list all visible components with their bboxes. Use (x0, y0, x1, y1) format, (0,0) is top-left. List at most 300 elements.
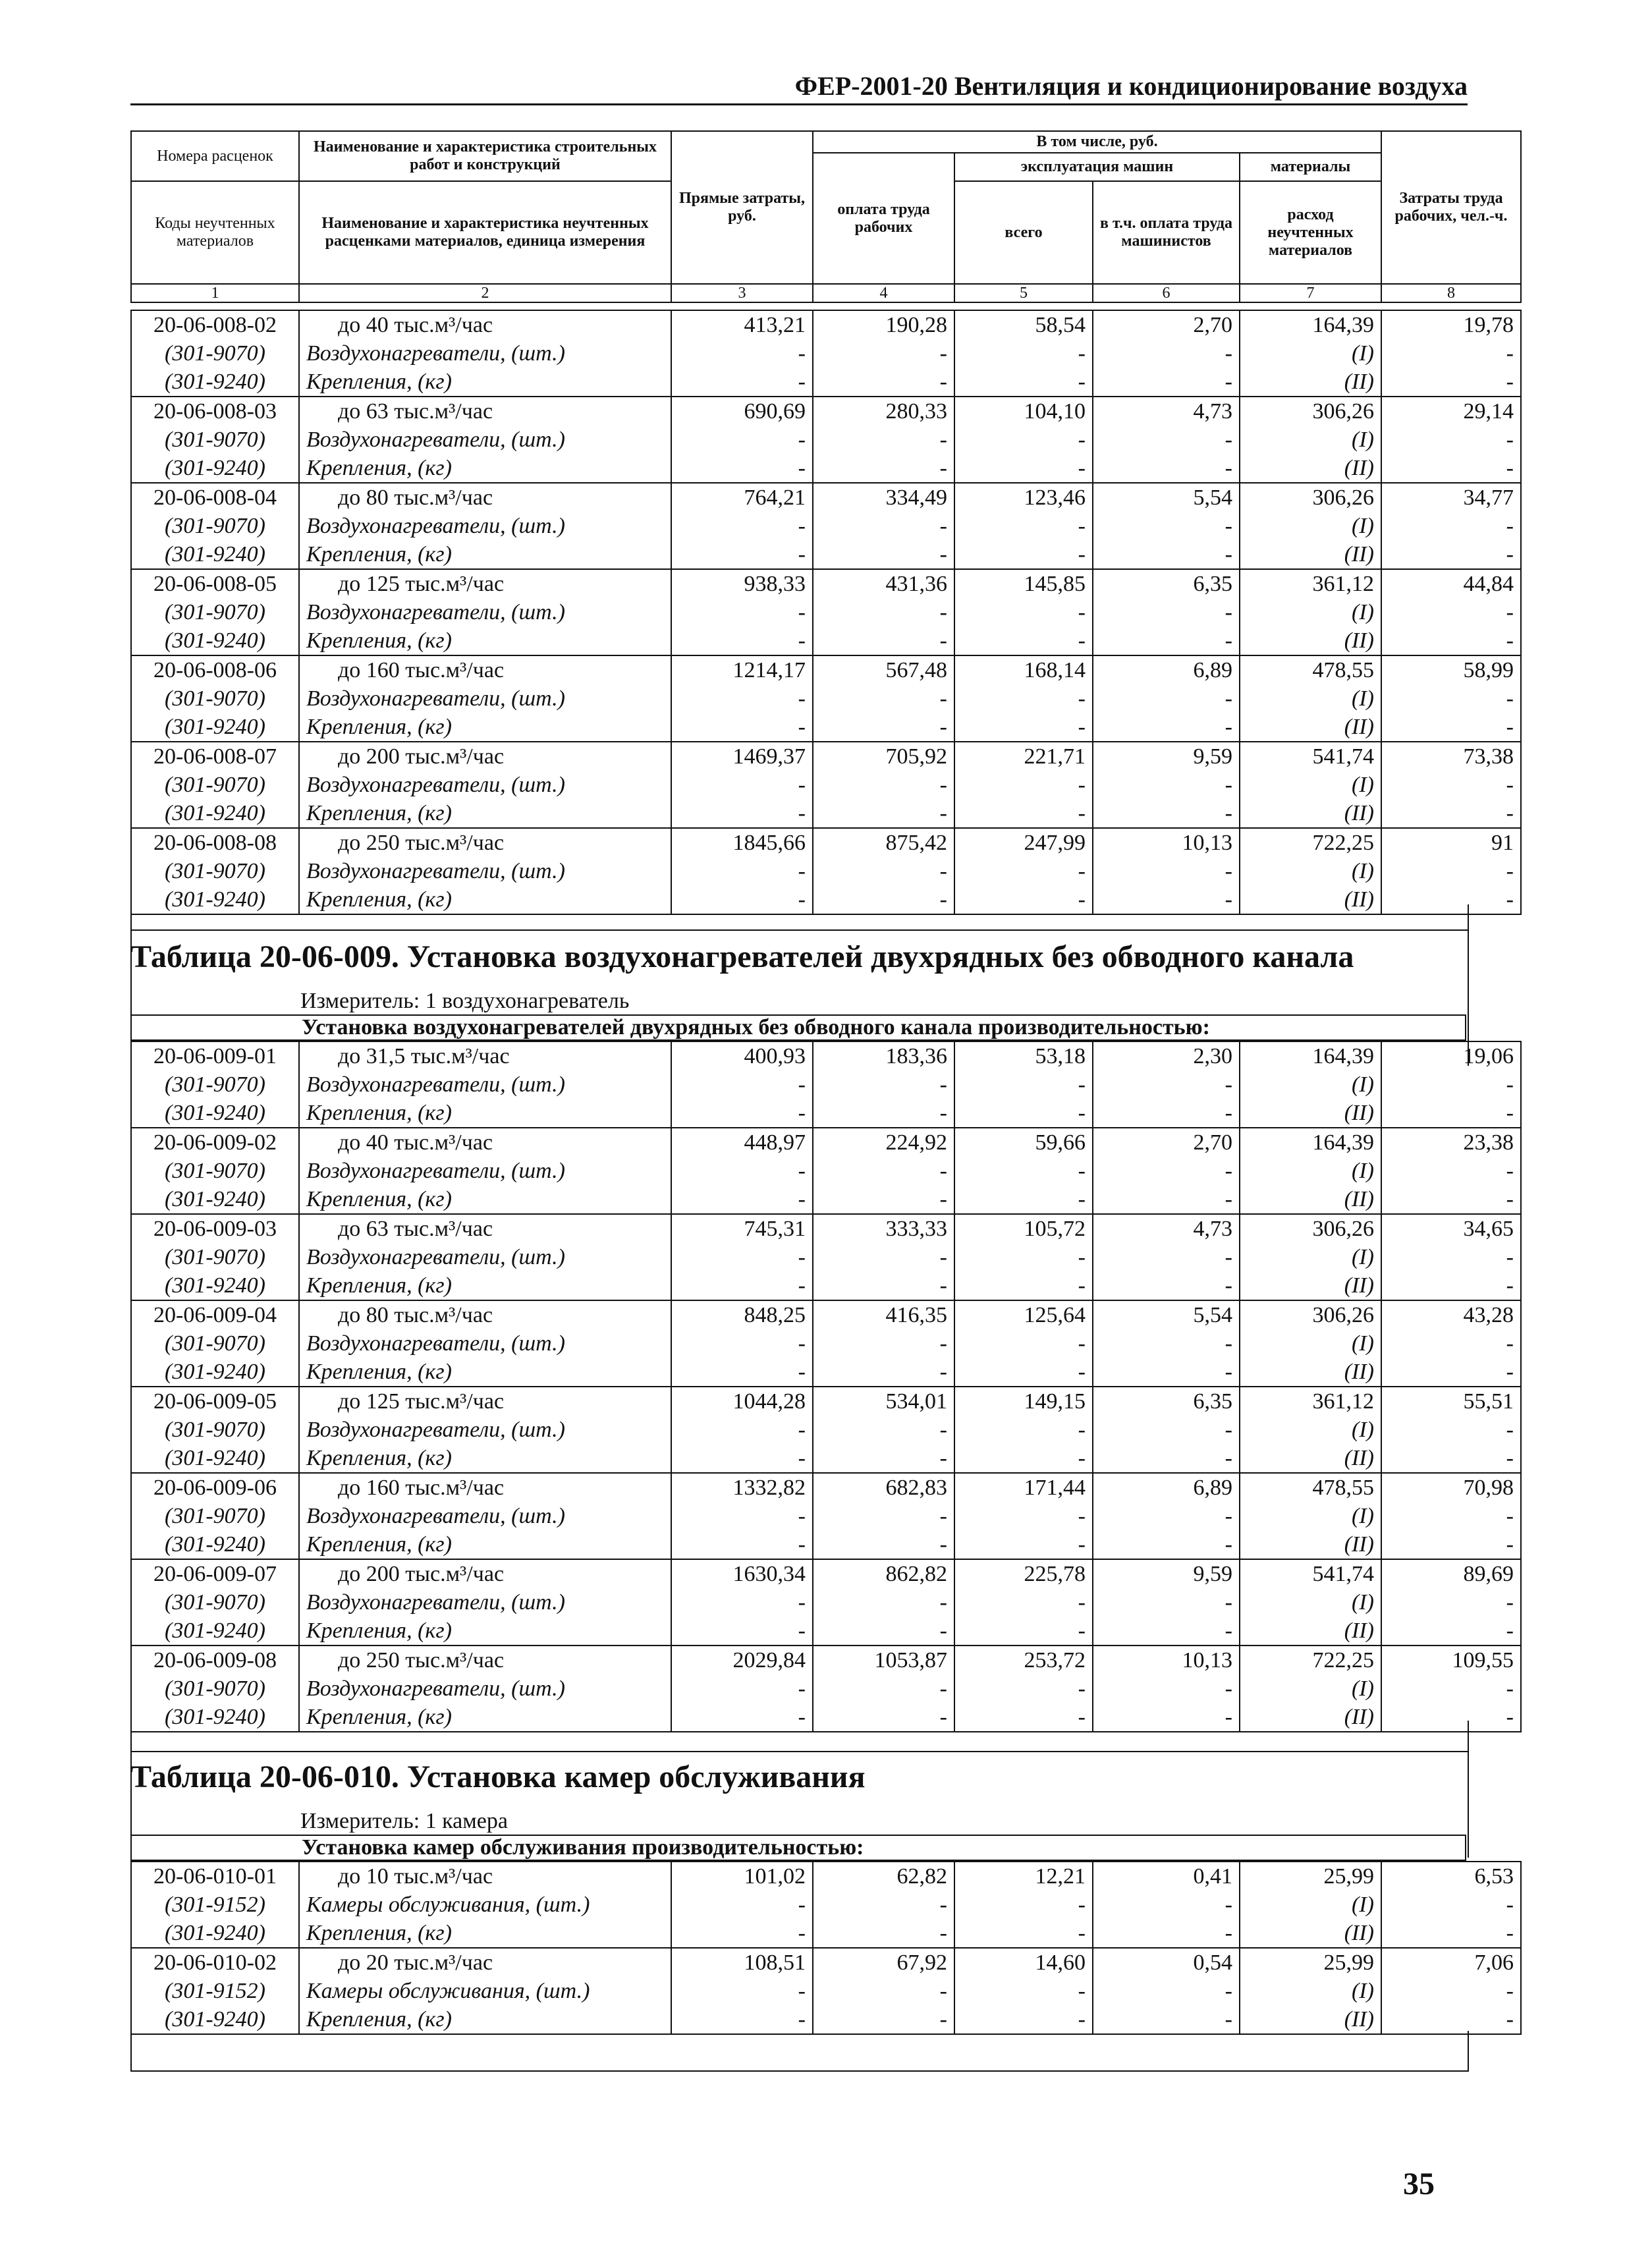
name-cell: до 10 тыс.м³/час (299, 1862, 671, 1891)
materials-cell: 25,99 (1240, 1948, 1381, 1977)
material-row (131, 1617, 1521, 1646)
wages-cell: - (813, 1358, 954, 1387)
code-cell: 20-06-010-01 (131, 1862, 299, 1891)
labor-cell: - (1381, 1530, 1521, 1559)
wages-cell: - (813, 512, 954, 540)
machinist-wages-cell: - (1093, 1243, 1240, 1271)
material-row (131, 1891, 1521, 1919)
materials-cell: 164,39 (1240, 310, 1381, 339)
rate-row (131, 1473, 1521, 1502)
machinist-wages-cell: 6,35 (1093, 569, 1240, 598)
name-cell: до 20 тыс.м³/час (299, 1948, 671, 1977)
header-incl: В том числе, руб. (813, 131, 1381, 153)
direct-cell: 745,31 (671, 1214, 813, 1243)
machines-cell: 145,85 (954, 569, 1093, 598)
rate-row (131, 1128, 1521, 1157)
machinist-wages-cell: 2,70 (1093, 310, 1240, 339)
materials-cell: (II) (1240, 1185, 1381, 1214)
direct-cell: - (671, 368, 813, 397)
machines-cell: 168,14 (954, 655, 1093, 684)
wages-cell: 62,82 (813, 1862, 954, 1891)
labor-cell: - (1381, 1444, 1521, 1473)
materials-cell: 25,99 (1240, 1862, 1381, 1891)
name-cell: Воздухонагреватели, (шт.) (299, 857, 671, 885)
machines-cell: - (954, 1891, 1093, 1919)
labor-cell: 70,98 (1381, 1473, 1521, 1502)
name-cell: Крепления, (кг) (299, 2005, 671, 2034)
code-cell: (301-9070) (131, 1416, 299, 1444)
machinist-wages-cell: - (1093, 339, 1240, 368)
labor-cell: - (1381, 454, 1521, 483)
name-cell: до 125 тыс.м³/час (299, 1387, 671, 1416)
labor-cell: 73,38 (1381, 742, 1521, 771)
machines-cell: - (954, 626, 1093, 655)
code-cell: (301-9070) (131, 857, 299, 885)
material-row (131, 2005, 1521, 2034)
labor-cell: - (1381, 1329, 1521, 1358)
machinist-wages-cell: - (1093, 540, 1240, 569)
machines-cell: - (954, 1617, 1093, 1646)
labor-cell: - (1381, 713, 1521, 742)
page-header (130, 69, 1468, 105)
labor-cell: 44,84 (1381, 569, 1521, 598)
material-row (131, 771, 1521, 799)
machines-cell: - (954, 339, 1093, 368)
wages-cell: - (813, 339, 954, 368)
code-cell: 20-06-009-08 (131, 1646, 299, 1674)
machinist-wages-cell: - (1093, 1617, 1240, 1646)
machines-cell: 104,10 (954, 397, 1093, 426)
name-cell: Крепления, (кг) (299, 1358, 671, 1387)
direct-cell: - (671, 799, 813, 828)
wages-cell: - (813, 2005, 954, 2034)
materials-cell: (II) (1240, 2005, 1381, 2034)
direct-cell: - (671, 454, 813, 483)
machines-cell: - (954, 512, 1093, 540)
machinist-wages-cell: - (1093, 684, 1240, 713)
machinist-wages-cell: 6,35 (1093, 1387, 1240, 1416)
code-cell: (301-9240) (131, 1703, 299, 1732)
rate-row (131, 1387, 1521, 1416)
header-num-2: 2 (299, 284, 671, 302)
machinist-wages-cell: - (1093, 626, 1240, 655)
code-cell: (301-9240) (131, 1444, 299, 1473)
machines-cell: - (954, 1977, 1093, 2005)
name-cell: Крепления, (кг) (299, 368, 671, 397)
direct-cell: 764,21 (671, 483, 813, 512)
header-machines-total: всего (954, 181, 1093, 284)
material-row (131, 1416, 1521, 1444)
direct-cell: - (671, 771, 813, 799)
machinist-wages-cell: - (1093, 598, 1240, 626)
header-machines-wages: в т.ч. оплата труда машинистов (1093, 181, 1240, 284)
wages-cell: - (813, 1588, 954, 1617)
machines-cell: 58,54 (954, 310, 1093, 339)
machinist-wages-cell: - (1093, 857, 1240, 885)
labor-cell: - (1381, 1070, 1521, 1099)
table-20-06-010-end (130, 2031, 1469, 2072)
machinist-wages-cell: - (1093, 1530, 1240, 1559)
material-row (131, 1919, 1521, 1948)
materials-cell: (I) (1240, 339, 1381, 368)
direct-cell: - (671, 598, 813, 626)
labor-cell: 89,69 (1381, 1559, 1521, 1588)
machines-cell: - (954, 1674, 1093, 1703)
labor-cell: - (1381, 771, 1521, 799)
materials-cell: (I) (1240, 684, 1381, 713)
table-20-06-009-meter (130, 988, 1466, 1016)
machines-cell: - (954, 1530, 1093, 1559)
materials-cell: 541,74 (1240, 1559, 1381, 1588)
subtitle-text: Установка камер обслуживания производительностью: (302, 1835, 864, 1860)
name-cell: Крепления, (кг) (299, 1530, 671, 1559)
materials-cell: (I) (1240, 1502, 1381, 1530)
code-cell: (301-9240) (131, 1530, 299, 1559)
machinist-wages-cell: 4,73 (1093, 397, 1240, 426)
machines-cell: - (954, 1416, 1093, 1444)
machines-cell: - (954, 857, 1093, 885)
code-cell: (301-9240) (131, 713, 299, 742)
wages-cell: 67,92 (813, 1948, 954, 1977)
code-cell: (301-9240) (131, 799, 299, 828)
header-num-3: 3 (671, 284, 813, 302)
material-row (131, 626, 1521, 655)
machines-cell: - (954, 1329, 1093, 1358)
material-row (131, 1502, 1521, 1530)
labor-cell: 6,53 (1381, 1862, 1521, 1891)
rate-row (131, 1862, 1521, 1891)
wages-cell: - (813, 1502, 954, 1530)
header-codes-top: Номера расценок (131, 131, 299, 181)
rate-row (131, 1948, 1521, 1977)
machinist-wages-cell: - (1093, 771, 1240, 799)
material-row (131, 1157, 1521, 1185)
name-cell: до 63 тыс.м³/час (299, 1214, 671, 1243)
machinist-wages-cell: - (1093, 1358, 1240, 1387)
direct-cell: 1332,82 (671, 1473, 813, 1502)
wages-cell: - (813, 1099, 954, 1128)
code-cell: 20-06-008-03 (131, 397, 299, 426)
code-cell: (301-9240) (131, 368, 299, 397)
materials-cell: (I) (1240, 1157, 1381, 1185)
machines-cell: - (954, 1588, 1093, 1617)
labor-cell: 19,78 (1381, 310, 1521, 339)
code-cell: (301-9152) (131, 1891, 299, 1919)
labor-cell: - (1381, 339, 1521, 368)
materials-cell: (II) (1240, 799, 1381, 828)
wages-cell: - (813, 684, 954, 713)
machinist-wages-cell: 10,13 (1093, 1646, 1240, 1674)
name-cell: до 160 тыс.м³/час (299, 655, 671, 684)
header-name-top: Наименование и характеристика строительных работ и конструкций (299, 131, 671, 181)
rate-row (131, 310, 1521, 339)
code-cell: (301-9070) (131, 771, 299, 799)
header-num-8: 8 (1381, 284, 1521, 302)
direct-cell: 1469,37 (671, 742, 813, 771)
wages-cell: - (813, 1271, 954, 1300)
table-20-06-010-meter (130, 1808, 1466, 1836)
code-cell: (301-9070) (131, 684, 299, 713)
wages-cell: - (813, 598, 954, 626)
machines-cell: 105,72 (954, 1214, 1093, 1243)
machinist-wages-cell: 2,70 (1093, 1128, 1240, 1157)
table-20-06-010-title: Таблица 20-06-010. Установка камер обслуживания (130, 1759, 866, 1794)
materials-cell: (II) (1240, 368, 1381, 397)
machines-cell: 171,44 (954, 1473, 1093, 1502)
machinist-wages-cell: - (1093, 1099, 1240, 1128)
materials-cell: (I) (1240, 1674, 1381, 1703)
table-20-06-008-end (130, 904, 1469, 931)
labor-cell: - (1381, 885, 1521, 914)
machinist-wages-cell: - (1093, 1502, 1240, 1530)
wages-cell: - (813, 1416, 954, 1444)
machines-cell: 14,60 (954, 1948, 1093, 1977)
name-cell: до 125 тыс.м³/час (299, 569, 671, 598)
direct-cell: - (671, 1919, 813, 1948)
rate-row (131, 483, 1521, 512)
labor-cell: - (1381, 1271, 1521, 1300)
table-20-06-008-body (130, 310, 1522, 915)
direct-cell: - (671, 1070, 813, 1099)
name-cell: Крепления, (кг) (299, 1271, 671, 1300)
direct-cell: - (671, 1588, 813, 1617)
material-row (131, 454, 1521, 483)
materials-cell: 306,26 (1240, 1300, 1381, 1329)
table-20-06-009-title: Таблица 20-06-009. Установка воздухонагревателей двухрядных без обводного канала (130, 939, 1354, 974)
table-20-06-009-body (130, 1041, 1522, 1732)
materials-cell: 541,74 (1240, 742, 1381, 771)
direct-cell: - (671, 339, 813, 368)
wages-cell: - (813, 1919, 954, 1948)
materials-cell: 478,55 (1240, 1473, 1381, 1502)
direct-cell: - (671, 512, 813, 540)
materials-cell: (I) (1240, 1329, 1381, 1358)
table-20-06-009-subtitle (130, 1014, 1466, 1041)
machines-cell: 149,15 (954, 1387, 1093, 1416)
name-cell: Воздухонагреватели, (шт.) (299, 771, 671, 799)
name-cell: до 250 тыс.м³/час (299, 1646, 671, 1674)
machines-cell: - (954, 1358, 1093, 1387)
labor-cell: 23,38 (1381, 1128, 1521, 1157)
materials-cell: (II) (1240, 885, 1381, 914)
materials-cell: (II) (1240, 1444, 1381, 1473)
name-cell: Камеры обслуживания, (шт.) (299, 1977, 671, 2005)
name-cell: Крепления, (кг) (299, 799, 671, 828)
direct-cell: - (671, 885, 813, 914)
subtitle-text: Установка воздухонагревателей двухрядных без обводного канала производительностью: (302, 1015, 1210, 1039)
name-cell: Воздухонагреватели, (шт.) (299, 426, 671, 454)
wages-cell: - (813, 799, 954, 828)
materials-cell: (II) (1240, 1530, 1381, 1559)
materials-cell: (II) (1240, 1617, 1381, 1646)
labor-cell: - (1381, 1588, 1521, 1617)
materials-cell: 478,55 (1240, 655, 1381, 684)
name-cell: Воздухонагреватели, (шт.) (299, 1588, 671, 1617)
code-cell: (301-9070) (131, 598, 299, 626)
labor-cell: - (1381, 540, 1521, 569)
materials-cell: (I) (1240, 1070, 1381, 1099)
code-cell: (301-9070) (131, 426, 299, 454)
machines-cell: 12,21 (954, 1862, 1093, 1891)
labor-cell: - (1381, 1703, 1521, 1732)
material-row (131, 598, 1521, 626)
name-cell: до 80 тыс.м³/час (299, 483, 671, 512)
labor-cell: 29,14 (1381, 397, 1521, 426)
wages-cell: 705,92 (813, 742, 954, 771)
code-cell: 20-06-009-06 (131, 1473, 299, 1502)
machinist-wages-cell: 0,54 (1093, 1948, 1240, 1977)
materials-cell: 361,12 (1240, 1387, 1381, 1416)
machinist-wages-cell: - (1093, 1070, 1240, 1099)
wages-cell: 567,48 (813, 655, 954, 684)
materials-cell: 306,26 (1240, 397, 1381, 426)
table-20-06-010-subtitle (130, 1835, 1466, 1861)
direct-cell: - (671, 626, 813, 655)
wages-cell: 862,82 (813, 1559, 954, 1588)
wages-cell: 183,36 (813, 1041, 954, 1070)
header-num-4: 4 (813, 284, 954, 302)
material-row (131, 1530, 1521, 1559)
machines-cell: 247,99 (954, 828, 1093, 857)
code-cell: (301-9240) (131, 1919, 299, 1948)
machines-cell: - (954, 713, 1093, 742)
material-row (131, 857, 1521, 885)
code-cell: (301-9152) (131, 1977, 299, 2005)
machinist-wages-cell: - (1093, 713, 1240, 742)
header-labor: Затраты труда рабочих, чел.-ч. (1381, 131, 1521, 284)
wages-cell: - (813, 857, 954, 885)
labor-cell: 109,55 (1381, 1646, 1521, 1674)
table-20-06-009-end (130, 1721, 1469, 1752)
materials-cell: (II) (1240, 1358, 1381, 1387)
materials-cell: (I) (1240, 1243, 1381, 1271)
direct-cell: 448,97 (671, 1128, 813, 1157)
direct-cell: 413,21 (671, 310, 813, 339)
code-cell: 20-06-010-02 (131, 1948, 299, 1977)
code-cell: (301-9240) (131, 1099, 299, 1128)
labor-cell: 19,06 (1381, 1041, 1521, 1070)
direct-cell: - (671, 1358, 813, 1387)
machinist-wages-cell: - (1093, 1919, 1240, 1948)
machines-cell: - (954, 1157, 1093, 1185)
name-cell: Воздухонагреватели, (шт.) (299, 1674, 671, 1703)
materials-cell: (II) (1240, 713, 1381, 742)
wages-cell: - (813, 1891, 954, 1919)
machines-cell: - (954, 540, 1093, 569)
materials-cell: 361,12 (1240, 569, 1381, 598)
material-row (131, 339, 1521, 368)
code-cell: (301-9240) (131, 1617, 299, 1646)
direct-cell: - (671, 1157, 813, 1185)
name-cell: Воздухонагреватели, (шт.) (299, 1157, 671, 1185)
labor-cell: 58,99 (1381, 655, 1521, 684)
direct-cell: - (671, 857, 813, 885)
name-cell: до 63 тыс.м³/час (299, 397, 671, 426)
code-cell: (301-9240) (131, 540, 299, 569)
machines-cell: - (954, 1070, 1093, 1099)
direct-cell: 2029,84 (671, 1646, 813, 1674)
name-cell: Воздухонагреватели, (шт.) (299, 1243, 671, 1271)
machines-cell: - (954, 1185, 1093, 1214)
wages-cell: - (813, 454, 954, 483)
machinist-wages-cell: - (1093, 426, 1240, 454)
material-row (131, 1329, 1521, 1358)
machinist-wages-cell: 0,41 (1093, 1862, 1240, 1891)
material-row (131, 799, 1521, 828)
material-row (131, 1977, 1521, 2005)
machinist-wages-cell: - (1093, 368, 1240, 397)
header-direct: Прямые затраты, руб. (671, 131, 813, 284)
direct-cell: 848,25 (671, 1300, 813, 1329)
labor-cell: - (1381, 1919, 1521, 1948)
material-row (131, 540, 1521, 569)
name-cell: Крепления, (кг) (299, 454, 671, 483)
machinist-wages-cell: - (1093, 512, 1240, 540)
code-cell: (301-9240) (131, 454, 299, 483)
machines-cell: - (954, 1444, 1093, 1473)
machinist-wages-cell: 4,73 (1093, 1214, 1240, 1243)
labor-cell: 91 (1381, 828, 1521, 857)
material-row (131, 1588, 1521, 1617)
machinist-wages-cell: - (1093, 1977, 1240, 2005)
wages-cell: 334,49 (813, 483, 954, 512)
wages-cell: - (813, 368, 954, 397)
machines-cell: 123,46 (954, 483, 1093, 512)
material-row (131, 1099, 1521, 1128)
materials-cell: (II) (1240, 540, 1381, 569)
wages-cell: 682,83 (813, 1473, 954, 1502)
materials-cell: (I) (1240, 426, 1381, 454)
machinist-wages-cell: - (1093, 1588, 1240, 1617)
labor-cell: 7,06 (1381, 1948, 1521, 1977)
machines-cell: 253,72 (954, 1646, 1093, 1674)
materials-cell: (I) (1240, 1977, 1381, 2005)
material-row (131, 1243, 1521, 1271)
machines-cell: - (954, 368, 1093, 397)
wages-cell: - (813, 626, 954, 655)
code-cell: (301-9070) (131, 1070, 299, 1099)
name-cell: Крепления, (кг) (299, 713, 671, 742)
wages-cell: - (813, 1977, 954, 2005)
code-cell: 20-06-008-02 (131, 310, 299, 339)
code-cell: 20-06-009-02 (131, 1128, 299, 1157)
wages-cell: 875,42 (813, 828, 954, 857)
direct-cell: - (671, 1502, 813, 1530)
direct-cell: - (671, 1185, 813, 1214)
machinist-wages-cell: 2,30 (1093, 1041, 1240, 1070)
wages-cell: - (813, 426, 954, 454)
materials-cell: 722,25 (1240, 1646, 1381, 1674)
machines-cell: - (954, 799, 1093, 828)
materials-cell: (I) (1240, 857, 1381, 885)
machines-cell: 225,78 (954, 1559, 1093, 1588)
direct-cell: - (671, 1891, 813, 1919)
direct-cell: - (671, 426, 813, 454)
labor-cell: - (1381, 799, 1521, 828)
machines-cell: - (954, 454, 1093, 483)
page-number: 35 (1403, 2167, 1435, 2201)
wages-cell: - (813, 1674, 954, 1703)
labor-cell: - (1381, 684, 1521, 713)
name-cell: Воздухонагреватели, (шт.) (299, 598, 671, 626)
rate-row (131, 1214, 1521, 1243)
direct-cell: - (671, 1416, 813, 1444)
materials-cell: 306,26 (1240, 1214, 1381, 1243)
materials-cell: 306,26 (1240, 483, 1381, 512)
machines-cell: 53,18 (954, 1041, 1093, 1070)
labor-cell: - (1381, 1185, 1521, 1214)
code-cell: 20-06-009-04 (131, 1300, 299, 1329)
